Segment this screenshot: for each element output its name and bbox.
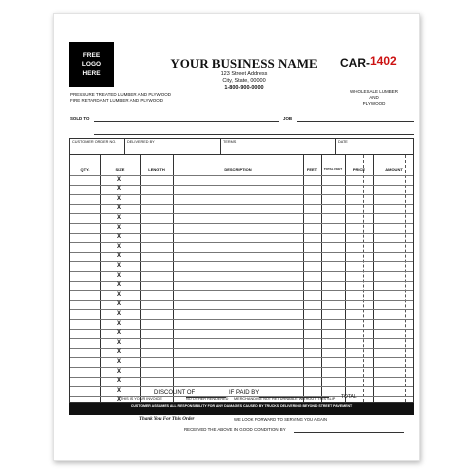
logo-line-2: LOGO	[81, 61, 102, 68]
no-other-rendered: NO OTHER RENDERED	[186, 397, 229, 401]
logo-line-1: FREE	[82, 52, 101, 59]
size-x-mark: X	[116, 272, 121, 279]
logo-placeholder	[69, 42, 114, 87]
business-name: YOUR BUSINESS NAME	[170, 56, 318, 71]
size-x-mark: X	[116, 358, 121, 365]
right-tagline-3: PLYWOOD	[362, 101, 386, 106]
size-x-mark: X	[116, 224, 121, 231]
look-forward-text: WE LOOK FORWARD TO SERVING YOU AGAIN	[234, 417, 327, 422]
right-tagline-1: WHOLESALE LUMBER	[349, 89, 398, 94]
size-x-mark: X	[116, 310, 121, 317]
date-label: DATE	[338, 140, 348, 144]
address-line-1: 123 Street Address	[220, 71, 268, 77]
address-line-2: City, State, 00000	[222, 78, 266, 84]
size-x-mark: X	[116, 301, 121, 308]
invoice-form	[53, 13, 420, 461]
size-x-mark: X	[116, 176, 121, 183]
col-header-amount: AMOUNT	[385, 167, 403, 172]
discount-of-label: DISCOUNT OF	[154, 390, 196, 396]
size-x-mark: X	[116, 282, 121, 289]
terms-label: TERMS	[223, 140, 237, 144]
this-is-your-invoice: THIS IS YOUR INVOICE	[120, 397, 162, 401]
col-header-size: SIZE	[115, 167, 125, 172]
size-x-mark: X	[116, 320, 121, 327]
total-label: TOTAL	[341, 394, 357, 400]
col-header-length: LENGTH	[148, 167, 165, 172]
size-x-mark: X	[116, 234, 121, 241]
sold-to-label: SOLD TO	[70, 116, 90, 121]
car-number: 1402	[370, 54, 397, 68]
size-x-mark: X	[116, 214, 121, 221]
right-tagline-2: AND	[369, 95, 379, 100]
size-x-mark: X	[116, 378, 121, 385]
car-label: CAR-	[340, 56, 370, 70]
job-label: JOB	[283, 116, 293, 121]
size-x-mark: X	[116, 349, 121, 356]
size-x-mark: X	[116, 243, 121, 250]
if-paid-by-label: IF PAID BY	[229, 390, 260, 396]
received-label: RECEIVED THE ABOVE IN GOOD CONDITION BY	[184, 427, 286, 432]
size-x-mark: X	[116, 253, 121, 260]
left-tagline-2: FIRE RETARDANT LUMBER AND PLYWOOD	[70, 98, 164, 103]
size-x-mark: X	[116, 262, 121, 269]
col-header-total-feet: TOTAL FEET	[323, 167, 343, 171]
customer-order-no-label: CUSTOMER ORDER NO.	[72, 140, 117, 144]
sold-to-line[interactable]	[94, 121, 279, 122]
size-x-mark: X	[116, 205, 121, 212]
size-x-mark: X	[116, 195, 121, 202]
damage-notice: CUSTOMER ASSUMES ALL RESPONSIBILITY FOR ANY DAMAGES CAUSED BY TRUCKS DELIVERING BEYOND STREET PAVEMENT	[69, 403, 414, 415]
address-line[interactable]	[94, 134, 414, 135]
size-x-mark: X	[116, 339, 121, 346]
delivered-by-label: DELIVERED BY	[127, 140, 155, 144]
order-info-row	[69, 138, 414, 154]
phone-number: 1-800-900-0000	[224, 85, 264, 91]
size-x-mark: X	[116, 368, 121, 375]
size-x-mark: X	[116, 330, 121, 337]
col-header-description: DESCRIPTION	[224, 167, 252, 172]
job-line[interactable]	[297, 121, 414, 122]
logo-line-3: HERE	[82, 70, 101, 77]
size-x-mark: X	[116, 186, 121, 193]
col-header-qty: QTY.	[80, 167, 90, 172]
col-header-price: PRICE	[352, 167, 366, 172]
left-tagline-1: PRESSURE TREATED LUMBER AND PLYWOOD	[70, 92, 172, 97]
signature-line[interactable]	[294, 432, 404, 433]
merchandise-notice: MERCHANDISE NOT RETURNABLE WITHOUT THIS SLIP	[234, 397, 336, 401]
size-x-mark: X	[116, 397, 121, 404]
col-header-feet: FEET	[306, 167, 318, 172]
size-x-mark: X	[116, 387, 121, 394]
line-items-table	[69, 154, 414, 403]
size-x-mark: X	[116, 291, 121, 298]
thank-you-text: Thank You For This Order	[139, 417, 195, 422]
right-tagline	[344, 89, 404, 107]
